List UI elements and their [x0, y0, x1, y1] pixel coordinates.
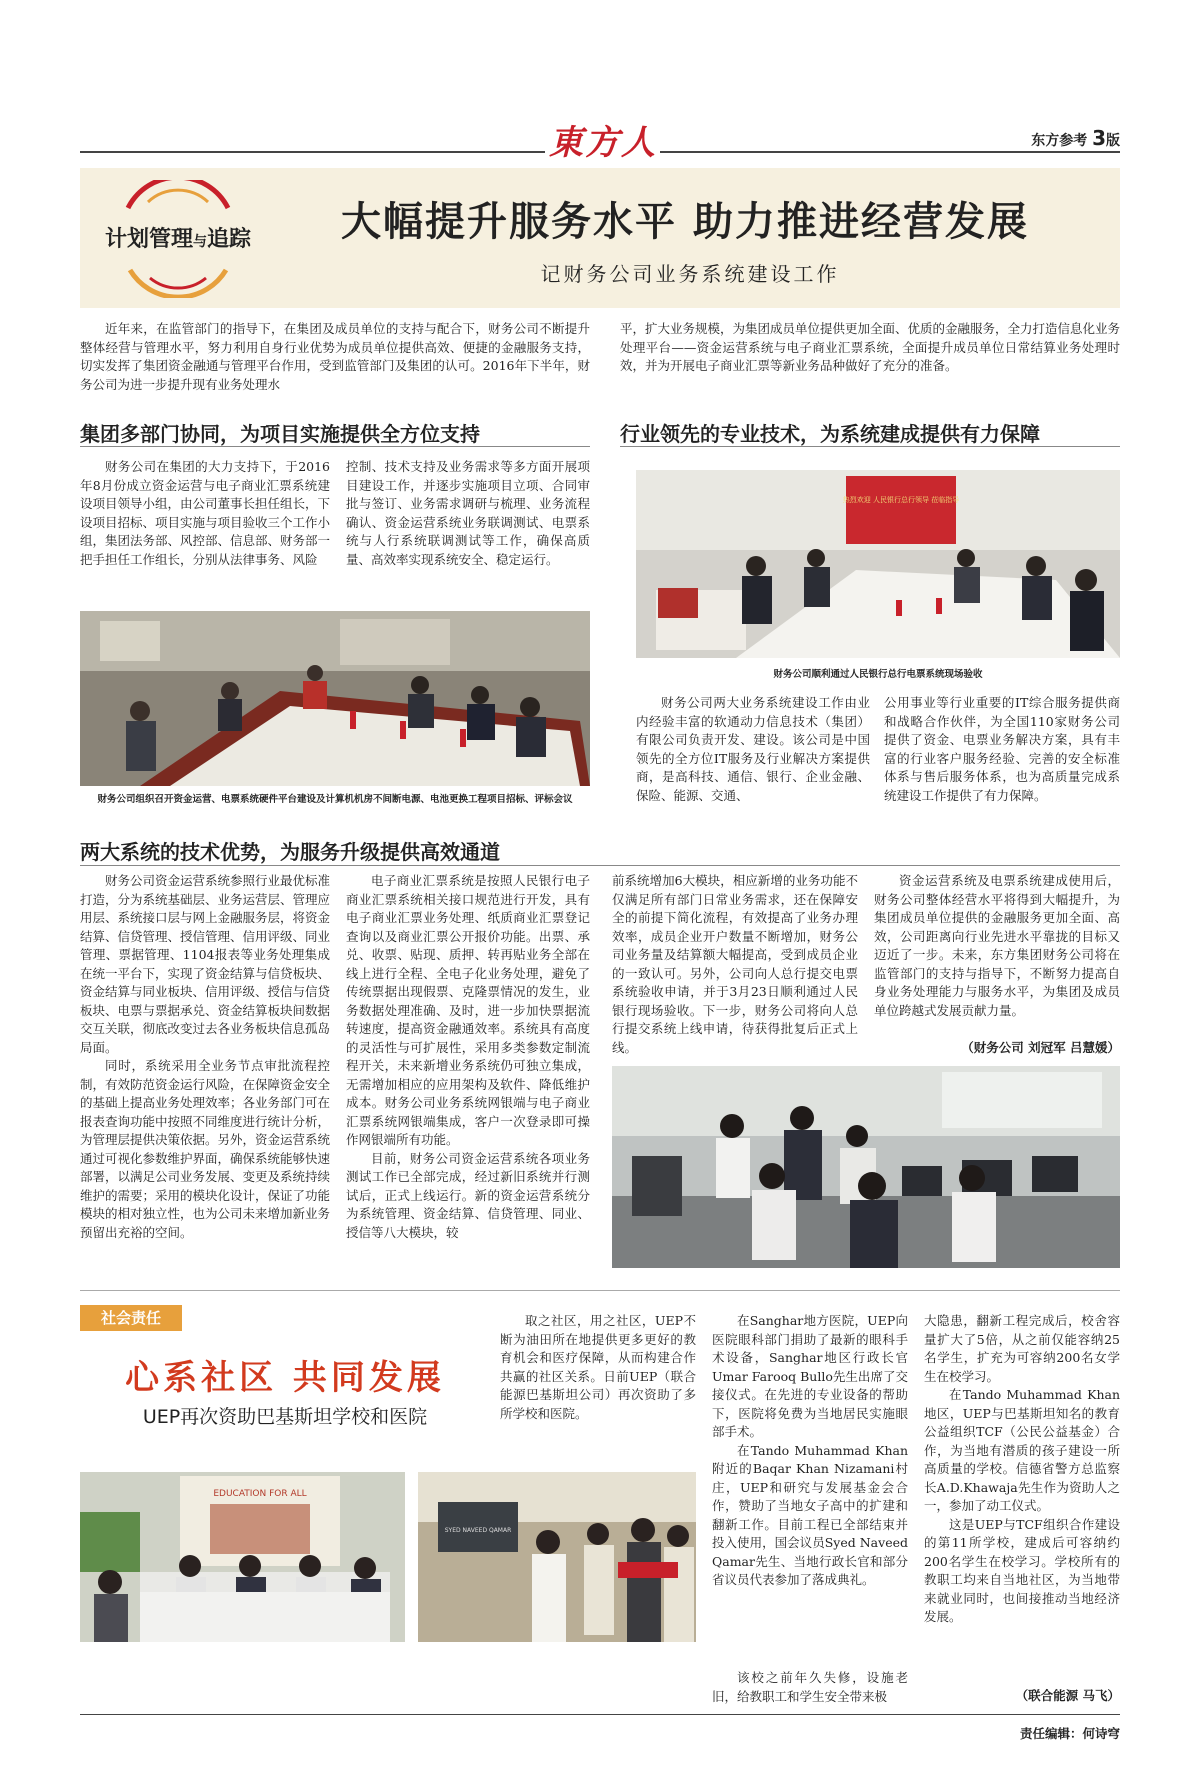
header-rule-right: [660, 151, 1120, 153]
social-col3: [924, 1312, 1120, 1627]
badge-main: 计划管理: [104, 227, 193, 252]
section1-col1: 财务公司在集团的大力支持下，于2016年8月份成立资金运营与电子商业汇票系统建设项目领导小组，由公司董事长担任组长，下设项目招标、项目实施与项目验收三个工作小组，集团法务部、风控部、信息部、财务部一把手担任工作组长，分别从法律事务、风险: [80, 459, 331, 567]
poster-text: EDUCATION FOR ALL: [213, 1489, 307, 1499]
social-col3-p3: 这是UEP与TCF组织合作建设的第11所学校，建成后可容纳约200名学生在校学习。学校所有的教职工均来自当地社区，为当地带来就业同时，也间接推动当地经济发展。: [924, 1516, 1120, 1624]
footer-rule: [80, 1714, 1120, 1715]
masthead-logo: 東方人: [549, 123, 657, 163]
inauguration-photo: [418, 1472, 696, 1642]
section3-signature: （财务公司 刘冠军 吕慧媛）: [961, 1040, 1120, 1055]
main-subheadline: 记财务公司业务系统建设工作: [540, 262, 840, 286]
social-col1: [500, 1312, 696, 1423]
section3-col3: 前系统增加6大模块，相应新增的业务功能不仅满足所有部门日常业务需求，还在保障安全的前提下简化流程，有效提高了业务办理效率，成员企业开户数量不断增加，财务公司业务量及结算额大幅提高，受到成员企业的一致认可。另外，公司向人总行提交电票系统验收申请，并于3月23日顺利通过人民银行现场验收。下一步，财务公司将向人总行提交系统上线申请，待获得批复后正式上线。: [612, 873, 858, 1055]
social-col2-p2: 在Tando Muhammad Khan附近的Baqar Khan Nizamani村庄，UEP和研究与发展基金会合作，赞助了当地女子高中的扩建和翻新工作。目前工程已全部结束并投入使用，国会议员Syed Naveed Qamar先生、当地行政长官和部分省议员代表参加了落成典礼。: [712, 1442, 908, 1587]
editor-credit: 责任编辑：何诗穹: [1019, 1726, 1120, 1741]
section2-col1: 财务公司两大业务系统建设工作由业内经验丰富的软通动力信息技术（集团）有限公司负责开发、建设。该公司是中国领先的全方位IT服务及行业解决方案提供商，是高科技、通信、银行、企业金融、保险、能源、交通、: [636, 695, 870, 803]
section2-rule: [620, 446, 1120, 447]
section1-rule: [80, 446, 590, 447]
section-divider: [80, 1290, 1120, 1291]
meeting-photo-1: [80, 611, 590, 786]
social-title: 心系社区 共同发展: [125, 1358, 445, 1398]
section3-col2-p2: 目前，财务公司资金运营系统各项业务测试工作已全部完成，经过新旧系统并行测试后，正式上线运行。新的资金运营系统分为系统管理、资金结算、信贷管理、同业、授信等八大模块，较: [346, 1150, 590, 1240]
intro-left: 近年来，在监管部门的指导下，在集团及成员单位的支持与配合下，财务公司不断提升整体经营与管理水平，努力利用自身行业优势为成员单位提供高效、便捷的金融服务支持，切实发挥了集团资金融通与管理平台作用，受到监管部门及集团的认可。2016年下半年，财务公司为进一步提升现有业务处理水: [80, 321, 590, 392]
photo2-caption: 财务公司顺利通过人民银行总行电票系统现场验收: [773, 669, 983, 680]
section2-col2: 公用事业等行业重要的IT综合服务提供商和战略合作伙伴，为全国110家财务公司提供了资金、电票业务解决方案，具有丰富的行业客户服务经验、完善的安全标准体系与售后服务体系，也为高质量完成系统建设工作提供了有力保障。: [884, 695, 1120, 803]
intro-right: 平，扩大业务规模，为集团成员单位提供更加全面、优质的金融服务，全力打造信息化业务处理平台——资金运营系统与电子商业汇票系统，全面提升成员单位日常结算业务处理时效，并为开展电子商业汇票等新业务品种做好了充分的准备。: [620, 321, 1121, 373]
header-rule-left: [80, 151, 545, 153]
section3-rule: [80, 865, 1120, 866]
section3-col4: 资金运营系统及电票系统建成使用后，财务公司整体经营水平将得到大幅提升，为集团成员单位提供的金融服务更加全面、高效，公司距离向行业先进水平靠拢的目标又迈近了一步。未来，东方集团财务公司将在监管部门的支持与指导下，不断努力提高自身业务处理能力与服务水平，为集团及成员单位跨越式发展贡献力量。: [874, 873, 1120, 1018]
section3-col1-p1: 财务公司资金运营系统参照行业最优标准打造，分为系统基础层、业务运营层、管理应用层、系统接口层与网上金融服务层，将资金结算、信贷管理、授信管理、信用评级、同业管理、票据管理、1104报表等业务处理集成在统一平台下，实现了资金结算与信贷板块、资金结算与同业板块、信用评级、授信与信贷板块、电票与票据承兑、资金结算板块间数据交互关联，彻底改变过去各业务板块信息孤岛局面。: [80, 873, 331, 1055]
page-unit: 版: [1106, 133, 1120, 149]
badge-label: [88, 222, 268, 253]
section3-col2-p1: 电子商业汇票系统是按照人民银行电子商业汇票系统相关接口规范进行开发，具有电子商业汇票业务处理、纸质商业汇票登记查询以及商业汇票公开报价功能。出票、承兑、收票、贴现、质押、转再贴业务全部在线上进行全程、全电子化业务处理，避免了传统票据出现假票、克隆票情况的发生，业务数据处理准确、及时，进一步加快票据流转速度，提高资金融通效率。系统具有高度的灵活性与可扩展性，采用多类参数定制流程开关，未来新增业务系统仍可独立集成，无需增加相应的应用架构及软件、降低维护成本。财务公司业务系统网银端与电子商业汇票系统网银端集成，客户一次登录即可操作网银端所有功能。: [346, 873, 590, 1147]
social-col2-p3: 该校之前年久失修，设施老旧，给教职工和学生安全带来极: [712, 1670, 908, 1704]
page-number: 3: [1092, 126, 1106, 150]
section3-col2: [346, 872, 590, 1242]
social-col2: [712, 1312, 908, 1590]
main-headline: 大幅提升服务水平 助力推进经营发展: [341, 198, 1029, 245]
page-info: [1031, 126, 1120, 150]
section1-col2: 控制、技术支持及业务需求等多方面开展项目建设工作，并逐步实施项目立项、合同审批与签订、业务需求调研与梳理、业务流程确认、资金运营系统业务联调测试、电票系统与人行系统联调测试等工作，确保高质量、高效率实现系统安全、稳定运行。: [346, 459, 590, 567]
screen-text: 热烈欢迎 人民银行总行领导 莅临指导: [842, 496, 960, 504]
section3-col1-p2: 同时，系统采用全业务节点审批流程控制，有效防范资金运行风险，在保障资金安全的基础上提高业务处理效率；各业务部门可在报表查询功能中按照不同维度进行统计分析，为管理层提供决策依据。另外，资金运营系统通过可视化参数维护界面，确保系统能够快速部署，以满足公司业务发展、变更及系统持续维护的需要；采用的模块化设计，保证了功能模块的相对独立性，也为公司未来增加新业务预留出充裕的空间。: [80, 1058, 331, 1240]
meeting-photo-2: [636, 470, 1120, 658]
section-tag: 社会责任: [80, 1305, 182, 1331]
office-photo: [612, 1066, 1120, 1268]
social-col3-p1: 大隐患，翻新工程完成后，校舍容量扩大了5倍，从之前仅能容纳25名学生，扩充为可容纳200名女学生在校学习。: [924, 1313, 1120, 1384]
social-subtitle: UEP再次资助巴基斯坦学校和医院: [142, 1406, 428, 1428]
social-col2-p1: 在Sanghar地方医院，UEP向医院眼科部门捐助了最新的眼科手术设备，Sanghar地区行政长官Umar Farooq Bullo先生出席了交接仪式。在先进的专业设备的帮助下，医院将免费为当地居民实施眼部手术。: [712, 1313, 908, 1439]
plaque-text: SYED NAVEED QAMAR: [444, 1527, 512, 1534]
section2-heading: 行业领先的专业技术，为系统建成提供有力保障: [620, 422, 1040, 446]
section3-col1: [80, 872, 330, 1242]
ceremony-photo: [80, 1472, 405, 1642]
section3-heading: 两大系统的技术优势，为服务升级提供高效通道: [80, 840, 500, 864]
badge-small: 与: [193, 234, 207, 250]
social-signature: （联合能源 马飞）: [1015, 1688, 1120, 1703]
section-name: 东方参考: [1031, 133, 1088, 149]
social-col1-p1: 取之社区，用之社区，UEP不断为油田所在地提供更多更好的教育机会和医疗保障，从而构建合作共赢的社区关系。日前UEP（联合能源巴基斯坦公司）再次资助了多所学校和医院。: [500, 1313, 696, 1421]
social-col3-p2: 在Tando Muhammad Khan地区，UEP与巴基斯坦知名的教育公益组织TCF（公民公益基金）合作，为当地有潜质的孩子建设一所高质量的学校。信德省警方总监察长A.D.Khawaja先生作为资助人之一，参加了动工仪式。: [924, 1387, 1120, 1513]
photo1-caption: 财务公司组织召开资金运营、电票系统硬件平台建设及计算机机房不间断电源、电池更换工程项目招标、评标会议: [97, 794, 573, 805]
section1-heading: 集团多部门协同，为项目实施提供全方位支持: [80, 422, 480, 446]
badge-end: 追踪: [207, 227, 252, 252]
